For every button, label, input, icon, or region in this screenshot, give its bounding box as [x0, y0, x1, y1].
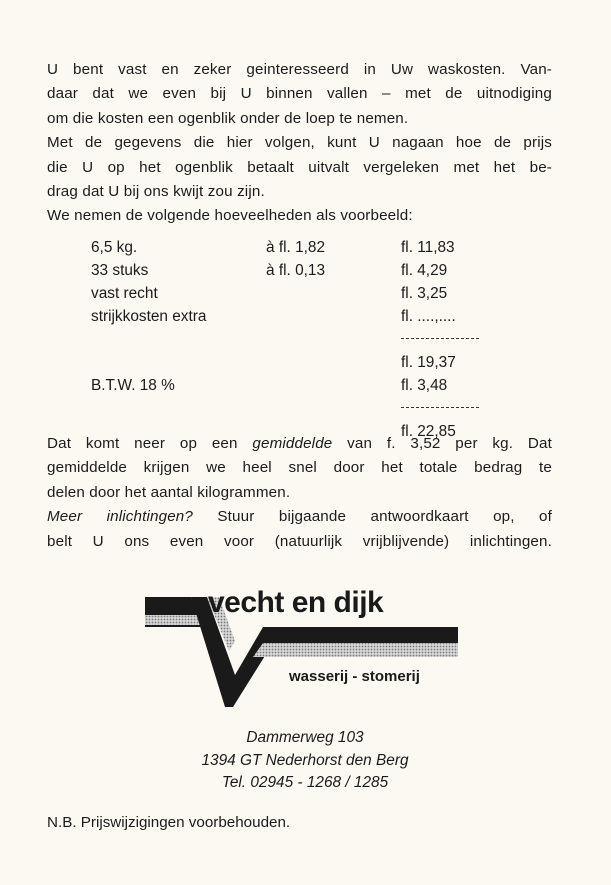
- intro-line: drag dat U bij ons kwijt zou zijn.: [47, 183, 265, 201]
- total-divider: [401, 397, 491, 420]
- logo-screen-band: [253, 643, 458, 657]
- logo-wordmark: vecht en dijk: [208, 586, 384, 619]
- separator-row: [91, 397, 491, 420]
- calc-desc: 33 stuks: [91, 262, 149, 279]
- calc-desc: vast recht: [91, 285, 158, 302]
- calc-row: [91, 282, 491, 305]
- calc-amount: fl. ....,....: [401, 308, 456, 325]
- address-phone: Tel. 02945 - 1268 / 1285: [221, 774, 389, 792]
- intro-paragraph: [47, 58, 552, 229]
- calc-price: à fl. 0,13: [266, 262, 326, 279]
- address-block: [140, 727, 470, 795]
- calc-desc: 6,5 kg.: [91, 239, 138, 256]
- vat-label: B.T.W. 18 %: [91, 377, 175, 394]
- price-change-note: N.B. Prijswijzigingen voorbehouden.: [47, 814, 291, 831]
- calc-row: [91, 259, 491, 282]
- intro-line: Met de gegevens die hier volgen, kunt U nagaan hoe de prijs: [47, 134, 552, 152]
- cost-calculation-table: [91, 236, 491, 443]
- outro-line: delen door het aantal kilogrammen.: [47, 483, 291, 501]
- outro-line: belt U ons even voor (natuurlijk vrijblijvende) inlichtingen.: [47, 532, 552, 550]
- calc-row: [91, 236, 491, 259]
- subtotal-row: [91, 351, 491, 374]
- calc-amount: fl. 11,83: [401, 239, 455, 256]
- intro-line: die U op het ogenblik betaalt uitvalt vergeleken met het be-: [47, 158, 552, 176]
- calc-row: [91, 305, 491, 328]
- calc-price: [266, 282, 401, 305]
- logo-subtitle: wasserij - stomerij: [289, 668, 420, 685]
- intro-line: daar dat we even bij U binnen vallen – met de uitnodiging: [47, 85, 552, 103]
- intro-line: U bent vast en zeker geinteresseerd in Uw waskosten. Van-: [47, 61, 552, 78]
- address-city: 1394 GT Nederhorst den Berg: [201, 751, 409, 769]
- subtotal-amount: fl. 19,37: [401, 354, 456, 371]
- vat-row: [91, 374, 491, 397]
- outro-line: gemiddelde krijgen we heel snel door het totale bedrag te: [47, 459, 552, 477]
- outro-line: [47, 432, 552, 456]
- separator-row: [91, 328, 491, 351]
- outro-text: van f. 3,52 per kg. Dat: [332, 435, 552, 452]
- emphasis-text: Meer inlichtingen?: [47, 508, 193, 526]
- address-street: Dammerweg 103: [246, 729, 364, 746]
- calc-amount: fl. 3,25: [401, 285, 448, 302]
- logo-screen-strip: [145, 615, 202, 625]
- calc-desc: strijkkosten extra: [91, 308, 207, 325]
- total-amount: fl. 22,85: [401, 423, 456, 440]
- calc-amount: fl. 4,29: [401, 262, 448, 279]
- outro-paragraph: [47, 432, 552, 554]
- intro-line: om die kosten een ogenblik onder de loep te nemen.: [47, 109, 409, 127]
- emphasis-text: gemiddelde: [252, 435, 333, 452]
- calc-price: [266, 305, 401, 328]
- intro-line: We nemen de volgende hoeveelheden als voorbeeld:: [47, 207, 413, 225]
- outro-text: Stuur bijgaande antwoordkaart op, of: [193, 508, 552, 526]
- sum-divider: [401, 328, 491, 351]
- outro-line: [47, 505, 552, 529]
- vat-amount: fl. 3,48: [401, 377, 448, 394]
- calc-price: à fl. 1,82: [266, 239, 326, 256]
- outro-text: Dat komt neer op een: [47, 435, 253, 452]
